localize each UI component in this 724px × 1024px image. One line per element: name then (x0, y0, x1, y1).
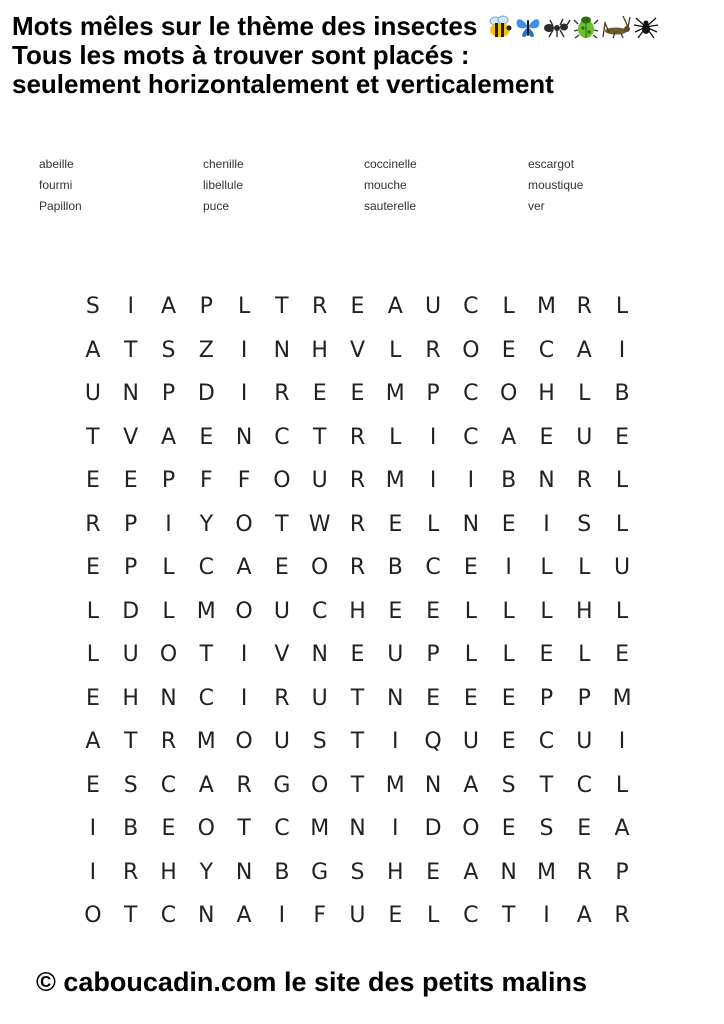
grid-cell: E (463, 555, 478, 580)
butterfly-icon (515, 15, 541, 39)
grid-cell: P (615, 859, 629, 885)
title-line-1 (12, 12, 712, 41)
grid-cell: U (273, 598, 290, 624)
grid-cell: N (462, 511, 480, 537)
grid-cell: E (123, 468, 138, 493)
grid-cell: U (311, 685, 328, 711)
grid-cell: L (502, 294, 515, 319)
grid-cell: L (615, 772, 629, 798)
grid-cell: I (392, 816, 399, 841)
grid-cell: C (311, 598, 328, 624)
grid-cell: T (123, 337, 138, 363)
grid-cell: P (577, 685, 591, 711)
grid-cell: E (274, 555, 289, 580)
grid-cell: N (235, 424, 253, 450)
grid-cell: M (196, 729, 216, 754)
grid-cell: L (615, 294, 629, 319)
grid-cell: R (274, 685, 290, 711)
grid-cell: C (576, 772, 592, 798)
grid-cell: L (615, 598, 629, 624)
bee-icon (487, 15, 513, 39)
grid-cell: E (350, 642, 365, 667)
word-list-item: chenille (203, 157, 244, 171)
grid-cell: L (502, 598, 515, 624)
grid-cell: P (161, 468, 176, 493)
grid-cell: A (198, 772, 214, 798)
grid-cell: O (84, 903, 102, 928)
grid-cell: E (615, 424, 629, 450)
grid-cell: P (124, 555, 138, 580)
grid-cell: P (199, 294, 213, 319)
grid-cell: W (308, 511, 331, 537)
grid-cell: P (426, 381, 440, 406)
grid-cell: P (124, 511, 138, 537)
grid-cell: E (426, 859, 441, 885)
grid-cell: U (311, 468, 328, 493)
grid-cell: I (618, 337, 626, 363)
grid-cell: C (538, 337, 555, 363)
grid-cell: I (467, 468, 475, 493)
grid-cell: B (123, 816, 139, 841)
word-list-item: mouche (364, 178, 407, 192)
grid-cell: Y (199, 511, 214, 537)
grid-cell: I (240, 337, 248, 363)
grid-cell: O (273, 468, 291, 493)
grid-cell: C (160, 903, 177, 928)
grid-cell: N (538, 468, 555, 493)
grid-cell: T (275, 294, 289, 319)
grid-cell: E (85, 685, 100, 711)
grid-cell: E (312, 381, 327, 406)
grid-cell: R (425, 337, 441, 363)
word-list-item: ver (528, 199, 545, 213)
grid-cell: A (236, 555, 252, 580)
grid-cell: U (122, 642, 139, 667)
grid-cell: R (349, 468, 366, 493)
grid-cell: I (165, 511, 172, 537)
grid-cell: R (576, 859, 592, 885)
grid-cell: N (198, 903, 215, 928)
grid-cell: L (426, 903, 440, 928)
grid-cell: E (388, 903, 403, 928)
title-block (12, 12, 712, 99)
grid-cell: I (429, 424, 437, 450)
grid-cell: E (577, 816, 592, 841)
grid-cell: B (614, 381, 630, 406)
grid-cell: R (236, 772, 252, 798)
grid-cell: E (350, 381, 365, 406)
grid-cell: R (160, 729, 177, 754)
insect-emoji-row (487, 15, 659, 39)
grid-cell: E (85, 772, 100, 798)
grid-cell: R (614, 903, 630, 928)
grid-cell: G (311, 859, 329, 885)
grid-cell: T (123, 729, 138, 754)
grid-cell: C (538, 729, 555, 754)
cricket-icon (601, 15, 631, 39)
grid-cell: R (85, 511, 101, 537)
grid-cell: E (388, 511, 403, 537)
grid-cell: E (501, 511, 516, 537)
grid-cell: U (387, 642, 404, 667)
grid-cell: T (350, 772, 365, 798)
grid-cell: U (349, 903, 366, 928)
grid-cell: E (85, 555, 100, 580)
grid-cell: O (500, 381, 518, 406)
grid-cell: H (122, 685, 139, 711)
grid-cell: R (312, 294, 328, 319)
grid-cell: U (84, 381, 101, 406)
grid-cell: N (160, 685, 177, 711)
ant-icon (543, 15, 571, 39)
grid-cell: S (350, 859, 365, 885)
grid-cell: D (197, 381, 215, 406)
grid-cell: L (615, 468, 629, 493)
grid-cell: G (273, 772, 291, 798)
grid-cell: L (578, 555, 591, 580)
page-title: Mots mêles sur le thème des insectes (12, 11, 478, 41)
grid-cell: B (274, 859, 290, 885)
grid-cell: V (349, 337, 365, 363)
grid-cell: A (614, 816, 630, 841)
word-list-item: coccinelle (364, 157, 417, 171)
grid-cell: O (311, 772, 329, 798)
grid-cell: N (424, 772, 442, 798)
grid-cell: A (501, 424, 517, 450)
grid-cell: I (429, 468, 437, 493)
grid-cell: L (162, 555, 175, 580)
grid-cell: A (85, 729, 101, 754)
grid-cell: E (426, 598, 441, 624)
grid-cell: O (235, 729, 253, 754)
grid-cell: I (240, 381, 248, 406)
grid-cell: L (578, 381, 591, 406)
grid-cell: M (196, 598, 216, 624)
grid-cell: N (500, 859, 517, 885)
grid-cell: A (576, 337, 592, 363)
footer-credit: © caboucadin.com le site des petits malins (36, 967, 588, 997)
grid-cell: I (89, 816, 97, 841)
grid-cell: I (543, 903, 550, 928)
grid-cell: I (240, 642, 248, 667)
grid-cell: I (240, 685, 248, 711)
grid-cell: C (160, 772, 177, 798)
grid-cell: E (199, 424, 214, 450)
grid-cell: U (462, 729, 479, 754)
grid-cell: O (159, 642, 178, 667)
grid-cell: B (501, 468, 517, 493)
grid-cell: A (387, 294, 403, 319)
grid-cell: L (237, 294, 251, 319)
word-list (39, 155, 659, 216)
grid-cell: L (86, 598, 100, 624)
word-list-item: Papillon (39, 199, 82, 213)
word-list-item: libellule (203, 178, 244, 192)
grid-cell: C (198, 685, 214, 711)
grid-cell: E (501, 337, 516, 363)
grid-cell: L (426, 511, 440, 537)
grid-cell: L (464, 598, 477, 624)
grid-cell: N (122, 381, 139, 406)
grid-cell: O (462, 816, 480, 841)
grid-cell: U (425, 294, 442, 319)
grid-cell: A (160, 424, 177, 450)
grid-cell: S (501, 772, 516, 798)
grid-cell: N (349, 816, 366, 841)
grid-cell: E (501, 816, 516, 841)
word-list-item: sauterelle (364, 199, 417, 213)
grid-cell: M (612, 685, 632, 711)
grid-cell: T (199, 642, 214, 667)
spider-icon (633, 15, 659, 39)
grid-cell: A (576, 903, 592, 928)
grid-cell: S (539, 816, 554, 841)
grid-cell: I (89, 859, 97, 885)
grid-cell: D (122, 598, 140, 624)
grid-cell: T (350, 729, 365, 754)
grid-cell: E (539, 424, 554, 450)
grid-cell: H (387, 859, 404, 885)
grid-cell: R (576, 468, 592, 493)
grid-cell: C (463, 424, 479, 450)
grid-cell: R (349, 424, 366, 450)
grid-cell: M (536, 294, 556, 319)
word-list-item: escargot (528, 157, 575, 171)
grid-cell: L (464, 642, 477, 667)
grid-cell: T (539, 772, 554, 798)
grid-cell: M (536, 859, 556, 885)
grid-cell: A (463, 859, 479, 885)
grid-cell: E (463, 685, 478, 711)
grid-cell: T (123, 903, 138, 928)
grid-cell: P (161, 381, 176, 406)
grid-cell: U (576, 729, 593, 754)
grid-cell: E (615, 642, 629, 667)
grid-cell: M (385, 772, 405, 798)
grid-cell: C (463, 381, 479, 406)
grid-cell: N (311, 642, 328, 667)
grid-cell: Y (199, 859, 214, 885)
grid-cell: H (311, 337, 328, 363)
grid-cell: I (618, 729, 626, 754)
grid-cell: S (123, 772, 138, 798)
grid-cell: A (463, 772, 479, 798)
grid-cell: C (274, 424, 290, 450)
grid-cell: C (198, 555, 214, 580)
grid-cell: M (385, 381, 405, 406)
grid-cell: R (274, 381, 290, 406)
grid-cell: H (575, 598, 593, 624)
grid-cell: T (237, 816, 251, 841)
grid-cell: L (162, 598, 175, 624)
grid-cell: F (313, 903, 326, 928)
grid-cell: O (235, 598, 253, 624)
grid-cell: E (161, 816, 176, 841)
grid-cell: E (501, 685, 516, 711)
grid-cell: O (462, 337, 480, 363)
grid-cell: E (350, 294, 365, 319)
word-list-item: abeille (39, 157, 74, 171)
grid-cell: R (123, 859, 139, 885)
grid-cell: Z (198, 337, 214, 363)
grid-cell: L (86, 642, 100, 667)
grid-cell: A (85, 337, 101, 363)
grid-cell: N (273, 337, 291, 363)
word-list-item: puce (203, 199, 230, 213)
grid-cell: A (160, 294, 177, 319)
grid-cell: S (577, 511, 592, 537)
grid-cell: N (387, 685, 404, 711)
grid-cell: Q (424, 729, 442, 754)
grid-cell: L (578, 642, 591, 667)
grid-cell: F (199, 468, 213, 493)
grid-cell: E (539, 642, 554, 667)
word-list-item: moustique (528, 178, 584, 192)
grid-cell: E (426, 685, 441, 711)
grid-cell: L (502, 642, 515, 667)
grid-cell: T (86, 424, 100, 450)
grid-cell: D (424, 816, 442, 841)
grid-cell: E (85, 468, 100, 493)
grid-cell: I (543, 511, 550, 537)
grid-cell: V (123, 424, 139, 450)
grid-cell: R (349, 511, 366, 537)
grid-cell: U (576, 424, 593, 450)
grid-cell: T (275, 511, 289, 537)
grid-cell: I (505, 555, 512, 580)
grid-cell: L (540, 598, 553, 624)
beetle-icon (573, 15, 599, 39)
grid-cell: H (349, 598, 366, 624)
grid-cell: I (392, 729, 399, 754)
grid-cell: O (235, 511, 253, 537)
grid-cell: I (278, 903, 286, 928)
grid-cell: C (463, 903, 479, 928)
title-line-2: Tous les mots à trouver sont placés : (12, 40, 470, 70)
grid-cell: O (311, 555, 329, 580)
grid-cell: H (538, 381, 555, 406)
grid-cell: P (426, 642, 440, 667)
grid-cell: L (540, 555, 553, 580)
grid-cell: T (312, 424, 327, 450)
grid-cell: U (273, 729, 290, 754)
grid-cell: U (614, 555, 631, 580)
grid-cell: S (161, 337, 176, 363)
grid-cell: I (127, 294, 134, 319)
grid-cell: N (235, 859, 253, 885)
grid-cell: C (463, 294, 479, 319)
grid-cell: M (310, 816, 330, 841)
grid-cell: T (350, 685, 365, 711)
grid-cell: L (389, 337, 402, 363)
grid-cell: L (389, 424, 402, 450)
title-line-3: seulement horizontalement et verticalement (12, 69, 554, 99)
word-list-item: fourmi (39, 178, 73, 192)
grid-cell: S (312, 729, 327, 754)
grid-cell: B (387, 555, 403, 580)
grid-cell: E (388, 598, 403, 624)
grid-cell: V (274, 642, 290, 667)
grid-cell: H (160, 859, 177, 885)
letter-grid (74, 285, 641, 938)
grid-cell: R (349, 555, 366, 580)
grid-cell: A (236, 903, 252, 928)
grid-cell: S (85, 294, 100, 319)
grid-cell: L (615, 511, 629, 537)
grid-cell: E (501, 729, 516, 754)
grid-cell: C (425, 555, 441, 580)
grid-cell: R (576, 294, 592, 319)
grid-cell: O (197, 816, 215, 841)
grid-cell: P (539, 685, 554, 711)
grid-cell: F (237, 468, 251, 493)
grid-cell: M (385, 468, 405, 493)
grid-cell: T (501, 903, 516, 928)
grid-cell: C (274, 816, 290, 841)
